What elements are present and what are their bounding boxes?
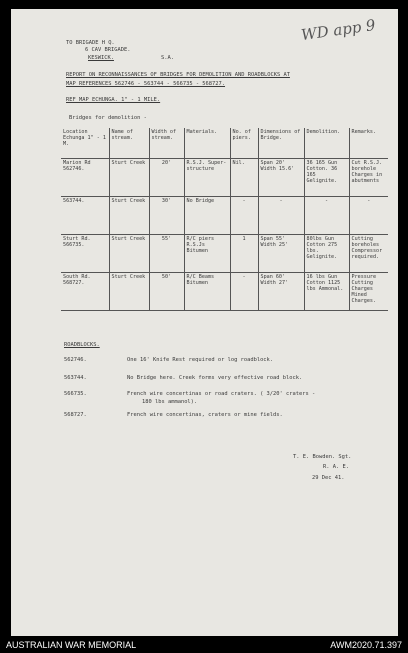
place: KESWICK. [88, 55, 114, 61]
table-cell: 30' [149, 196, 184, 234]
table-row [61, 158, 388, 196]
table-cell: Marion Rd 562746. [61, 158, 109, 196]
ref-map: REF MAP ECHUNGA. 1" - 1 MILE. [66, 97, 161, 103]
table-cell: Sturt Creek [109, 196, 149, 234]
table-header-row [61, 128, 388, 158]
table-cell: R/C Beams Bitumen [184, 272, 230, 310]
table-row [61, 272, 388, 310]
table-cell: 16 lbs Gun Cotton 1125 lbs Ammonal. [304, 272, 349, 310]
table-cell: - [230, 272, 258, 310]
roadblock-ref: 568727. [64, 412, 87, 418]
signature-date: 29 Dec 41. [312, 475, 345, 481]
table-cell: 20' [149, 158, 184, 196]
table-cell: 1 [230, 234, 258, 272]
col-header: Location Echunga 1" - 1 M. [61, 128, 109, 158]
handwritten-annotation: WD app 9 [300, 15, 377, 45]
col-header: Remarks. [349, 128, 388, 158]
table-cell: 563744. [61, 196, 109, 234]
table-cell: Pressure Cutting Charges Mined Charges. [349, 272, 388, 310]
table-cell: Sturt Rd. 566735. [61, 234, 109, 272]
col-header: Width of stream. [149, 128, 184, 158]
col-header: Dimensions of Bridge. [258, 128, 304, 158]
roadblock-ref: 562746. [64, 357, 87, 363]
table-cell: No Bridge [184, 196, 230, 234]
to-line: TO BRIGADE H Q. [66, 40, 115, 46]
roadblock-text: One 16' Knife Rest required or log roadblock. [127, 357, 274, 363]
table-cell: Span 20' Width 15.6' [258, 158, 304, 196]
table-cell: R.S.J. Super-structure [184, 158, 230, 196]
table-cell: South Rd. 568727. [61, 272, 109, 310]
table-cell: Nil. [230, 158, 258, 196]
footer-institution: AUSTRALIAN WAR MEMORIAL [6, 640, 137, 650]
report-title-line1: REPORT ON RECONNAISSANCES OF BRIDGES FOR DEMOLITION AND ROADBLOCKS AT [66, 72, 290, 78]
table-cell: Sturt Creek [109, 158, 149, 196]
table-cell: Sturt Creek [109, 272, 149, 310]
table-cell: Sturt Creek [109, 234, 149, 272]
table-row [61, 196, 388, 234]
col-header: Demolition. [304, 128, 349, 158]
table-cell: Cutting boreholes Compressor required. [349, 234, 388, 272]
table-cell: Span 60' Width 27' [258, 272, 304, 310]
col-header: Materials. [184, 128, 230, 158]
table-cell: - [349, 196, 388, 234]
table-cell: - [258, 196, 304, 234]
section-label: Bridges for demolition - [69, 115, 147, 121]
document-page [11, 9, 398, 636]
table-cell: R/C piers R.S.Js Bitumen [184, 234, 230, 272]
roadblock-ref: 563744. [64, 375, 87, 381]
table-row [61, 234, 388, 272]
roadblocks-heading: ROADBLOCKS. [64, 342, 100, 348]
table-cell: 50' [149, 272, 184, 310]
signature-unit: R. A. E. [323, 464, 349, 470]
report-title-line2: MAP REFERENCES 562746 - 563744 - 566735 - 568727. [66, 81, 226, 87]
table-cell: - [304, 196, 349, 234]
roadblock-text: No Bridge here. Creek forms very effective road block. [127, 375, 303, 381]
bridge-table [61, 128, 388, 311]
col-header: Name of stream. [109, 128, 149, 158]
footer-accession-id: AWM2020.71.397 [330, 640, 402, 650]
place-suffix: S.A. [161, 55, 174, 61]
roadblock-ref: 566735. [64, 391, 87, 397]
table-cell: 55' [149, 234, 184, 272]
table-cell: Cut R.S.J. borehole Charges in abutments [349, 158, 388, 196]
roadblock-text-cont: 180 lbs ammanol). [142, 399, 198, 405]
unit-line: 6 CAV BRIGADE. [85, 47, 131, 53]
signature-name: T. E. Bowden. Sgt. [293, 454, 352, 460]
col-header: No. of piers. [230, 128, 258, 158]
table-cell: 36 165 Gun Cotton. 36 165 Gelignite. [304, 158, 349, 196]
roadblock-text: French wire concertinas, craters or mine fields. [127, 412, 283, 418]
roadblock-text: French wire concertinas or road craters. ( 3/20' craters - [127, 391, 316, 397]
table-cell: - [230, 196, 258, 234]
table-cell: Span 55' Width 25' [258, 234, 304, 272]
archive-footer [0, 636, 408, 653]
table-cell: 80lbs Gun Cotton 275 lbs. Gelignite. [304, 234, 349, 272]
